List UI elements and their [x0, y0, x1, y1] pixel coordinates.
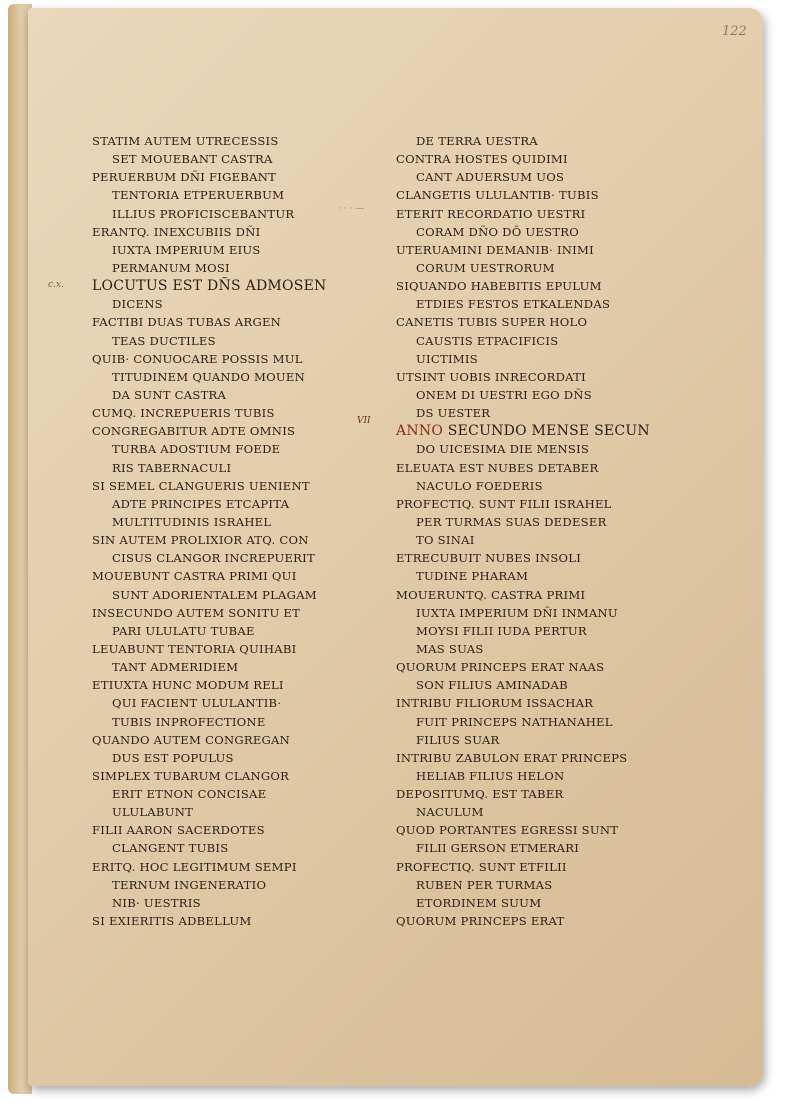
text-line: MOYSI FILII IUDA PERTUR [416, 623, 587, 638]
text-line: NIB· UESTRIS [112, 895, 201, 910]
text-line: RIS TABERNACULI [112, 460, 232, 475]
text-line: CAUSTIS ETPACIFICIS [416, 333, 559, 348]
text-line: DUS EST POPULUS [112, 750, 234, 765]
text-line-rest: SECUNDO MENSE SECUN [443, 423, 650, 440]
text-line: IUXTA IMPERIUM DÑI INMANU [416, 605, 618, 620]
text-line: FUIT PRINCEPS NATHANAHEL [416, 714, 613, 729]
text-line: SI SEMEL CLANGUERIS UENIENT [92, 478, 310, 493]
text-line: MAS SUAS [416, 641, 484, 656]
text-line: ERITQ. HOC LEGITIMUM SEMPI [92, 859, 297, 874]
text-line: QUIB· CONUOCARE POSSIS MUL [92, 351, 303, 366]
text-line: TITUDINEM QUANDO MOUEN [112, 369, 306, 384]
text-line: DICENS [112, 297, 163, 312]
rubric-initial: ANNO [396, 423, 444, 440]
text-line: SI EXIERITIS ADBELLUM [92, 914, 252, 929]
folio-number: 122 [722, 24, 747, 39]
text-line: ETIUXTA HUNC MODUM RELI [92, 678, 284, 693]
text-line: LOCUTUS EST DÑS ADMOSEN [92, 278, 327, 295]
text-line: HELIAB FILIUS HELON [416, 768, 565, 783]
text-line: DA SUNT CASTRA [112, 387, 227, 402]
text-line: STATIM AUTEM UTRECESSIS [92, 134, 279, 148]
text-line: TANT ADMERIDIEM [112, 660, 239, 675]
margin-note-left: c.x. [48, 280, 64, 290]
text-line: SUNT ADORIENTALEM PLAGAM [112, 587, 317, 602]
text-line: FILII AARON SACERDOTES [92, 823, 265, 838]
text-line: TUBIS INPROFECTIONE [112, 714, 266, 729]
margin-note-middle: · · · — [338, 204, 365, 214]
text-line: INTRIBU ZABULON ERAT PRINCEPS [396, 750, 628, 765]
text-line: ELEUATA EST NUBES DETABER [396, 460, 599, 475]
text-line: ULULABUNT [112, 805, 194, 820]
text-line: QUORUM PRINCEPS ERAT [396, 914, 565, 929]
text-line: TUDINE PHARAM [416, 569, 529, 584]
text-line: ETERIT RECORDATIO UESTRI [396, 206, 586, 221]
text-line: TURBA ADOSTIUM FOEDE [112, 442, 281, 457]
text-line: SIMPLEX TUBARUM CLANGOR [92, 768, 290, 783]
text-line: CONGREGABITUR ADTE OMNIS [92, 424, 296, 439]
text-line: UTSINT UOBIS INRECORDATI [396, 369, 586, 384]
text-line: LEUABUNT TENTORIA QUIHABI [92, 641, 297, 656]
text-line: DS UESTER [416, 406, 491, 421]
text-line: DEPOSITUMQ. EST TABER [396, 787, 564, 802]
margin-note-chapter: VII [357, 416, 371, 426]
text-line: PROFECTIQ. SUNT FILII ISRAHEL [396, 496, 612, 511]
text-line: CUMQ. INCREPUERIS TUBIS [92, 406, 275, 421]
text-line: UTERUAMINI DEMANIB· INIMI [396, 242, 594, 257]
text-line: ERANTQ. INEXCUBIIS DÑI [92, 224, 261, 239]
text-line: ETORDINEM SUUM [416, 895, 542, 910]
text-line: RUBEN PER TURMAS [416, 877, 553, 892]
text-line: FILII GERSON ETMERARI [416, 841, 580, 856]
text-line: ETRECUBUIT NUBES INSOLI [396, 551, 582, 566]
text-line: INTRIBU FILIORUM ISSACHAR [396, 696, 594, 711]
text-line: TENTORIA ETPERUERBUM [112, 188, 285, 203]
text-line: QUANDO AUTEM CONGREGAN [92, 732, 291, 747]
text-line: QUI FACIENT ULULANTIB· [112, 696, 282, 711]
text-line: CANT ADUERSUM UOS [416, 170, 565, 185]
text-line: CORAM DÑO DŌ UESTRO [416, 224, 580, 239]
text-line: DO UICESIMA DIE MENSIS [416, 442, 590, 457]
text-line: PER TURMAS SUAS DEDESER [416, 514, 607, 529]
text-line: TERNUM INGENERATIO [112, 877, 267, 892]
text-line: IUXTA IMPERIUM EIUS [112, 242, 261, 257]
text-line: MULTITUDINIS ISRAHEL [112, 514, 272, 529]
text-line: SET MOUEBANT CASTRA [112, 152, 273, 167]
text-line: QUOD PORTANTES EGRESSI SUNT [396, 823, 619, 838]
text-line: PERMANUM MOSI [112, 260, 230, 275]
text-line: SIN AUTEM PROLIXIOR ATQ. CON [92, 533, 309, 548]
text-line: CANETIS TUBIS SUPER HOLO [396, 315, 588, 330]
text-line: FILIUS SUAR [416, 732, 500, 747]
text-line: MOUERUNTQ. CASTRA PRIMI [396, 587, 586, 602]
text-line: NACULO FOEDERIS [416, 478, 543, 493]
text-line: CORUM UESTRORUM [416, 260, 555, 275]
text-line: CLANGENT TUBIS [112, 841, 229, 856]
text-line: ONEM DI UESTRI EGO DÑS [416, 387, 592, 402]
text-line: ADTE PRINCIPES ETCAPITA [112, 496, 290, 511]
left-text-column [92, 132, 372, 930]
text-line: ILLIUS PROFICISCEBANTUR [112, 206, 295, 221]
text-line: TO SINAI [416, 533, 475, 548]
text-line: CONTRA HOSTES QUIDIMI [396, 152, 568, 167]
text-line: SIQUANDO HABEBITIS EPULUM [396, 279, 602, 294]
text-line: ERIT ETNON CONCISAE [112, 787, 267, 802]
right-text-column [396, 132, 676, 930]
text-line: PROFECTIQ. SUNT ETFILII [396, 859, 567, 874]
text-line: TEAS DUCTILES [112, 333, 216, 348]
text-line: ETDIES FESTOS ETKALENDAS [416, 297, 611, 312]
text-line: PERUERBUM DÑI FIGEBANT [92, 170, 277, 185]
text-line: FACTIBI DUAS TUBAS ARGEN [92, 315, 282, 330]
text-line: UICTIMIS [416, 351, 478, 366]
text-line: CLANGETIS ULULANTIB· TUBIS [396, 188, 599, 203]
text-line: SON FILIUS AMINADAB [416, 678, 568, 693]
text-line: PARI ULULATU TUBAE [112, 623, 255, 638]
text-line: NACULUM [416, 805, 484, 820]
text-line: CISUS CLANGOR INCREPUERIT [112, 551, 315, 566]
text-line: MOUEBUNT CASTRA PRIMI QUI [92, 569, 297, 584]
text-line: QUORUM PRINCEPS ERAT NAAS [396, 660, 605, 675]
text-line: DE TERRA UESTRA [416, 134, 538, 148]
text-line [396, 422, 676, 440]
text-line: INSECUNDO AUTEM SONITU ET [92, 605, 301, 620]
